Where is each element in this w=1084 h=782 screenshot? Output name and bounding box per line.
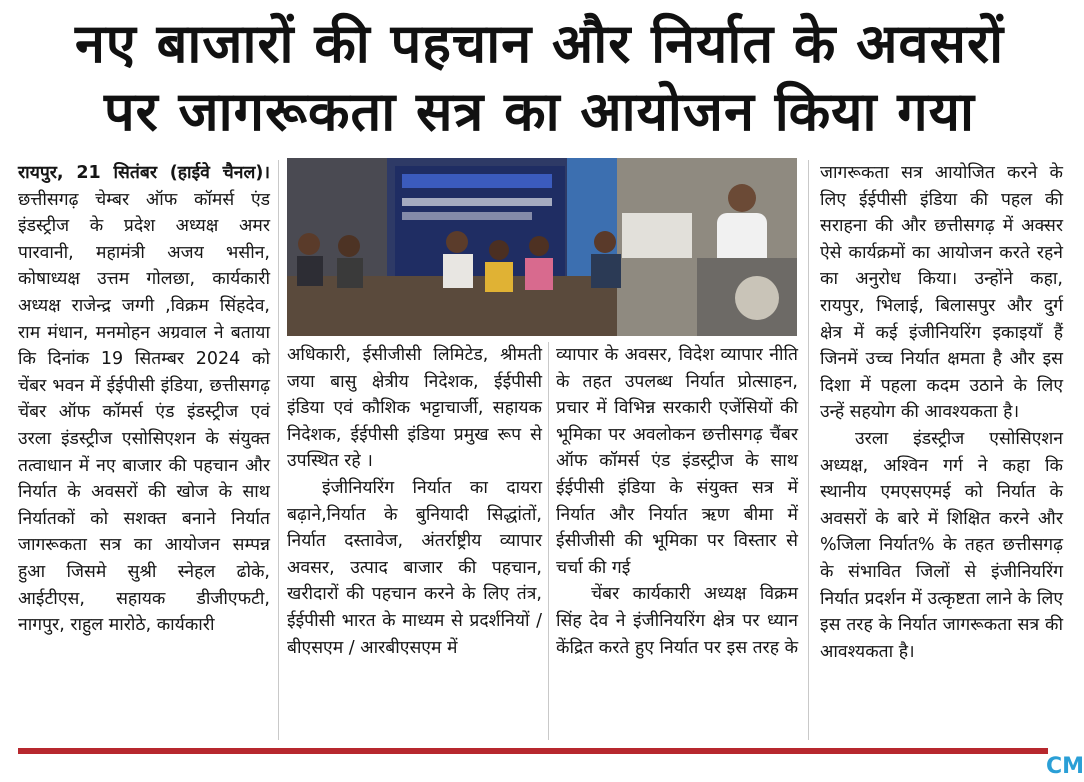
article-column-3	[556, 342, 798, 661]
column-divider	[808, 160, 809, 740]
column-3-paragraph-1: व्यापार के अवसर, विदेश व्यापार नीति के तहत उपलब्ध निर्यात प्रोत्साहन, प्रचार में विभिन्न सरकारी एजेंसियों की भूमिका पर अवलोकन छत्तीसगढ़ चैंबर ऑफ कॉमर्स एंड इंडस्ट्रीज के साथ ईईपीसी इंडिया के संयुक्त सत्र में निर्यात और निर्यात ऋण बीमा में ईसीजीसी की भूमिका पर विस्तार से चर्चा की गई	[556, 345, 798, 578]
brand-mark: CM	[1046, 754, 1084, 779]
column-3-paragraph-2: चेंबर कार्यकारी अध्यक्ष विक्रम सिंह देव ने इंजीनियरिंग क्षेत्र पर ध्यान केंद्रित करते हुए निर्यात पर इस तरह के	[556, 584, 799, 658]
event-photo-illustration	[287, 158, 797, 336]
headline	[0, 10, 1079, 146]
article-column-2	[287, 342, 542, 661]
article-column-1	[18, 160, 270, 639]
event-photo	[287, 158, 797, 336]
article-column-4	[820, 160, 1063, 665]
column-4-paragraph-1: जागरूकता सत्र आयोजित करने के लिए ईईपीसी इंडिया की पहल की सराहना की और छत्तीसगढ़ में अक्सर ऐसे कार्यक्रमों का आयोजन करते रहने का अनुरोध किया। उन्होंने कहा, रायपुर, भिलाई, बिलासपुर और दुर्ग क्षेत्र में कई इंजीनियरिंग इकाइयाँ हैं जिनमें उच्च निर्यात क्षमता है और इस दिशा में पहला कदम उठाने के लिए उन्हें सहयोग की आवश्यकता है।	[820, 163, 1063, 423]
column-2-paragraph-1: अधिकारी, ईसीजीसी लिमिटेड, श्रीमती जया बासु क्षेत्रीय निदेशक, ईईपीसी इंडिया एवं कौशिक भट्टाचार्जी, सहायक निदेशक, ईईपीसी इंडिया प्रमुख रूप से उपस्थित रहे ।	[287, 345, 542, 472]
column-2-paragraph-2: इंजीनियरिंग निर्यात का दायरा बढ़ाने,निर्यात के बुनियादी सिद्धांतों, निर्यात दस्तावेज, अंतर्राष्ट्रीय व्यापार अवसर, उत्पाद बाजार की पहचान, खरीदारों की पहचान करने के लिए तंत्र, ईईपीसी भारत के माध्यम से प्रदर्शनियों / बीएसएम / आरबीएसएम में	[287, 477, 542, 658]
dateline: रायपुर, 21 सितंबर (हाईवे चैनल)।	[18, 163, 270, 183]
column-4-paragraph-2: उरला इंडस्ट्रीज एसोसिएशन अध्यक्ष, अश्विन गर्ग ने कहा कि स्थानीय एमएसएमई को निर्यात के अवसरों के बारे में शिक्षित करने और %जिला निर्यात% के तहत छत्तीसगढ़ के संभावित जिलों से इंजीनियरिंग निर्यात प्रदर्शन में उत्कृष्टता लाने के लिए इस तरह के निर्यात जागरूकता सत्र की आवश्यकता है।	[820, 428, 1063, 662]
headline-line-2: पर जागरूकता सत्र का आयोजन किया गया	[104, 80, 975, 143]
column-1-text: छत्तीसगढ़ चेम्बर ऑफ कॉमर्स एंड इंडस्ट्रीज के प्रदेश अध्यक्ष अमर पारवानी, महामंत्री अजय भसीन, कोषाध्यक्ष उत्तम गोलछा, कार्यकारी अध्यक्ष राजेन्द्र जग्गी ,विक्रम सिंहदेव, राम मंधान, मनमोहन अग्रवाल ने बताया कि दिनांक 19 सितम्बर 2024 को चेंबर भवन में ईईपीसी इंडिया, छत्तीसगढ़ चेंबर ऑफ कॉमर्स एंड इंडस्ट्रीज एवं उरला इंडस्ट्रीज एसोसिएशन के संयुक्त तत्वाधान में नए बाजार की पहचान और निर्यात के अवसरों की खोज के साथ निर्यातकों को सशक्त बनाने निर्यात जागरूकता सत्र का आयोजन सम्पन्न हुआ जिसमे सुश्री स्नेहल ढोके, आईटीएस, सहायक डीजीएफटी, नागपुर, राहुल मारोठे, कार्यकारी	[18, 189, 270, 636]
column-divider	[278, 160, 279, 740]
bottom-accent-rule	[18, 748, 1048, 754]
column-divider	[548, 342, 549, 740]
headline-line-1: नए बाजारों की पहचान और निर्यात के अवसरों	[74, 12, 1005, 75]
